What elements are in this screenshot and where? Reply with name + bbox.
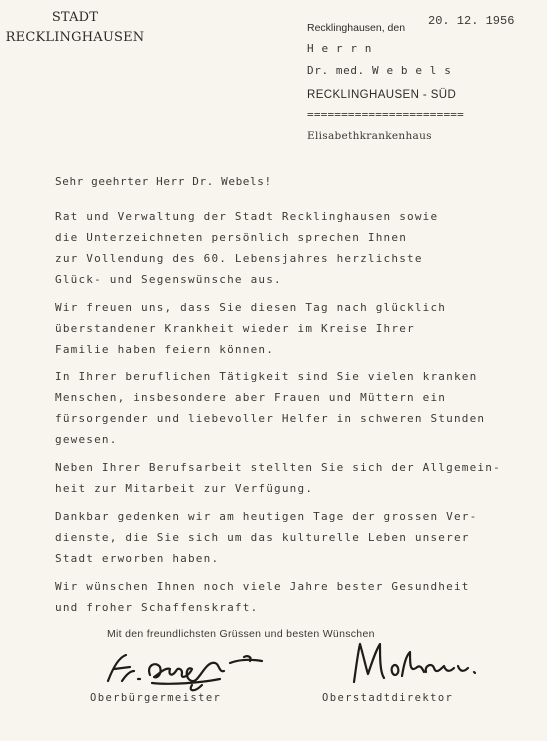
- body-line: Rat und Verwaltung der Stadt Recklinghausen sowie: [55, 210, 439, 223]
- director-title: Oberstadtdirektor: [322, 692, 454, 704]
- letterhead-line-2: RECKLINGHAUSEN: [5, 30, 145, 45]
- letter-greeting: Sehr geehrter Herr Dr. Webels!: [55, 175, 272, 188]
- body-line: Menschen, insbesondere aber Frauen und Müttern ein: [55, 391, 447, 404]
- body-line: die Unterzeichneten persönlich sprechen Ihnen: [55, 231, 408, 244]
- mayor-title: Oberbürgermeister: [90, 692, 222, 704]
- body-line: Wir freuen uns, dass Sie diesen Tag nach glücklich: [55, 301, 447, 314]
- letterhead: [0, 8, 150, 48]
- letterhead-line-1: STADT: [51, 10, 99, 25]
- recipient-herrn: H e r r n: [307, 42, 373, 55]
- letter-date: 20. 12. 1956: [428, 14, 515, 28]
- body-line: Wir wünschen Ihnen noch viele Jahre bester Gesundheit: [55, 580, 470, 593]
- body-line: In Ihrer beruflichen Tätigkeit sind Sie vielen kranken: [55, 370, 478, 383]
- recipient-city: RECKLINGHAUSEN - SÜD: [307, 89, 457, 101]
- body-line: dienste, die Sie sich um das kulturelle Leben unserer: [55, 531, 470, 544]
- body-line: Familie haben feiern können.: [55, 343, 275, 356]
- recipient-name: Dr. med. W e b e l s: [307, 64, 452, 77]
- place-label: Recklinghausen, den: [307, 22, 406, 34]
- body-line: und froher Schaffenskraft.: [55, 601, 259, 614]
- director-signature: [340, 638, 500, 690]
- mayor-signature: [100, 645, 280, 695]
- recipient-underline: =======================: [307, 108, 464, 121]
- body-line: heit zur Mitarbeit zur Verfügung.: [55, 482, 314, 495]
- body-line: Neben Ihrer Berufsarbeit stellten Sie sich der Allgemein-: [55, 461, 501, 474]
- body-line: Dankbar gedenken wir am heutigen Tage der grossen Ver-: [55, 510, 478, 523]
- body-line: fürsorgender und liebevoller Helfer in schweren Stunden: [55, 412, 486, 425]
- body-line: Stadt erworben haben.: [55, 552, 220, 565]
- closing-phrase: Mit den freundlichsten Grüssen und besten Wünschen: [107, 628, 375, 640]
- body-line: Glück- und Segenswünsche aus.: [55, 273, 282, 286]
- body-line: gewesen.: [55, 433, 118, 446]
- body-line: zur Vollendung des 60. Lebensjahres herzlichste: [55, 252, 423, 265]
- recipient-institution: Elisabethkrankenhaus: [307, 130, 432, 142]
- body-line: überstandener Krankheit wieder im Kreise Ihrer: [55, 322, 415, 335]
